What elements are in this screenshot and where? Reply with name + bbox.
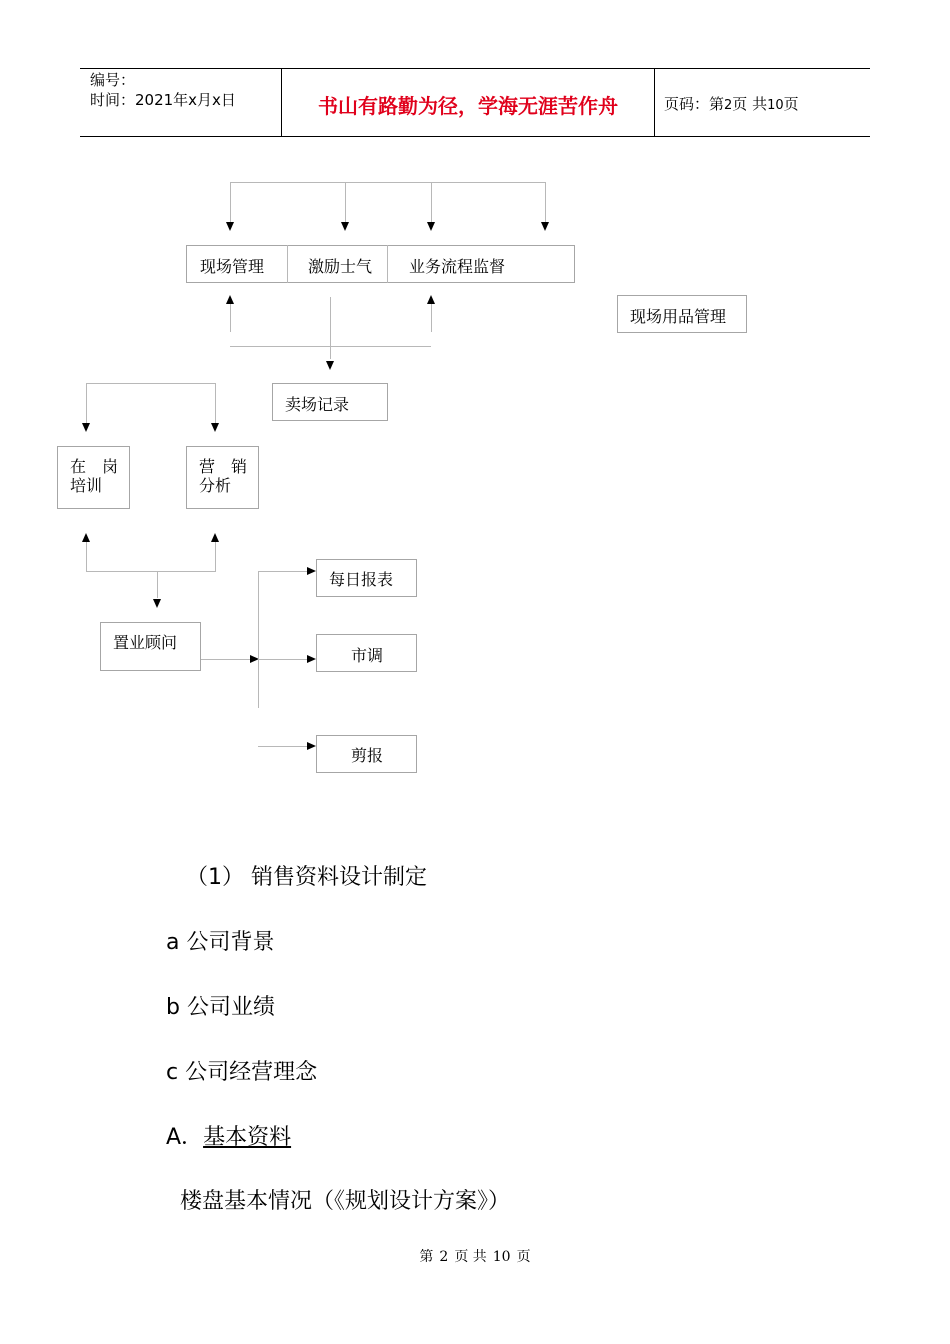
output-spine <box>258 571 259 708</box>
site-management-label: 现场管理 <box>200 257 265 276</box>
marketing-label-line1: 营 销 <box>199 457 248 476</box>
footer-suffix: 页 <box>516 1249 531 1265</box>
doc-code-label: 编号： <box>90 71 136 89</box>
section-heading: （1） 销售资料设计制定 <box>186 865 427 890</box>
arrow-up-icon <box>82 533 90 542</box>
page-mid: 页 共 <box>732 95 768 113</box>
arrow-down-icon <box>153 599 161 608</box>
subsection-heading <box>166 1120 291 1151</box>
connector <box>201 659 251 660</box>
connector <box>157 571 158 598</box>
training-label-line2: 培训 <box>70 476 103 495</box>
page-prefix: 页码：第 <box>664 95 725 113</box>
arrow-up-icon <box>211 533 219 542</box>
page-current: 2 <box>724 98 733 113</box>
sales-record-box <box>272 383 388 421</box>
marketing-label-line2: 分析 <box>199 476 232 495</box>
footer-mid: 页 共 <box>454 1249 487 1265</box>
arrow-right-icon <box>307 655 316 663</box>
list-item: c 公司经营理念 <box>166 1060 318 1085</box>
process-supervision-label: 业务流程监督 <box>409 257 506 276</box>
market-research-label: 市调 <box>351 646 384 665</box>
site-supplies-label: 现场用品管理 <box>630 307 727 326</box>
arrow-down-icon <box>427 222 435 231</box>
connector <box>230 304 231 332</box>
site-supplies-box <box>617 295 747 333</box>
daily-report-label: 每日报表 <box>329 570 394 589</box>
footer-total: 10 <box>492 1249 511 1265</box>
arrow-down-icon <box>211 423 219 432</box>
training-label-line1: 在 岗 <box>70 457 119 476</box>
arrow-up-icon <box>427 295 435 304</box>
header-page-number <box>664 93 799 114</box>
connector <box>258 746 308 747</box>
connector <box>345 182 346 222</box>
sales-consultant-label: 置业顾问 <box>113 633 178 652</box>
cell-divider <box>287 245 288 283</box>
connector <box>86 542 87 571</box>
subsection-prefix: A． <box>166 1125 204 1150</box>
header-top-rule <box>80 68 870 69</box>
page-footer <box>0 1246 950 1266</box>
page-suffix: 页 <box>783 95 799 113</box>
arrow-right-icon <box>307 567 316 575</box>
arrow-down-icon <box>226 222 234 231</box>
connector <box>215 542 216 571</box>
list-item: b 公司业绩 <box>166 995 275 1020</box>
header-bottom-rule <box>80 136 870 137</box>
management-row-box <box>186 245 575 283</box>
connector <box>230 182 231 222</box>
list-item: a 公司背景 <box>166 930 275 955</box>
top-bracket-line <box>230 182 546 183</box>
arrow-down-icon <box>341 222 349 231</box>
sales-record-label: 卖场记录 <box>285 395 350 414</box>
training-box <box>57 446 130 509</box>
connector <box>215 383 216 423</box>
sales-consultant-box <box>100 622 201 671</box>
arrow-right-icon <box>307 742 316 750</box>
connector <box>258 571 308 572</box>
connector <box>86 383 87 423</box>
connector <box>330 297 331 359</box>
connector <box>258 659 308 660</box>
header-meta <box>90 70 236 110</box>
marketing-analysis-box <box>186 446 259 509</box>
doc-time-label: 时间：2021年x月x日 <box>90 91 236 109</box>
arrow-down-icon <box>82 423 90 432</box>
cell-divider <box>387 245 388 283</box>
header-motto: 书山有路勤为径，学海无涯苦作舟 <box>318 94 618 118</box>
subsection-title: 基本资料 <box>203 1125 292 1150</box>
list-item: 楼盘基本情况（《规划设计方案》） <box>180 1189 511 1214</box>
motivation-label: 激励士气 <box>308 257 373 276</box>
header-divider-right <box>654 69 655 136</box>
left-bracket-line <box>86 383 216 384</box>
clippings-label: 剪报 <box>351 746 384 765</box>
connector <box>431 182 432 222</box>
market-research-box <box>316 634 417 672</box>
arrow-down-icon <box>541 222 549 231</box>
clippings-box <box>316 735 417 773</box>
daily-report-box <box>316 559 417 597</box>
arrow-up-icon <box>226 295 234 304</box>
bracket-line <box>86 571 216 572</box>
arrow-down-icon <box>326 361 334 370</box>
connector <box>545 182 546 222</box>
connector <box>431 304 432 332</box>
page-total: 10 <box>767 98 784 113</box>
footer-prefix: 第 <box>419 1249 434 1265</box>
footer-current: 2 <box>439 1249 449 1265</box>
